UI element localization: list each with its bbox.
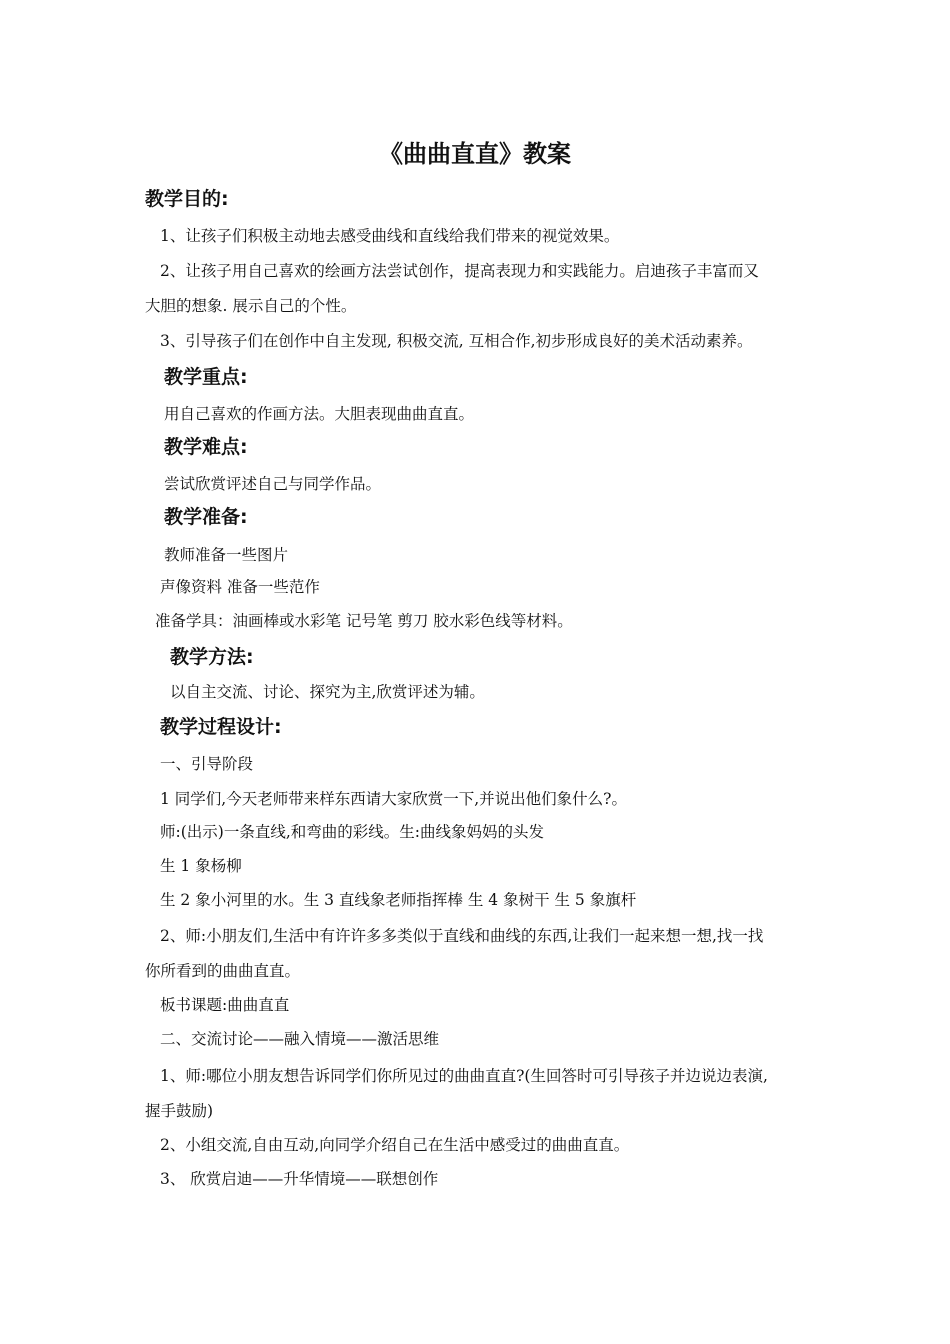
process-line-1: 一、引导阶段 [160,755,254,773]
process-line-9b: 握手鼓励) [145,1102,214,1120]
preparation-3: 准备学具：油画棒或水彩笔 记号笔 剪刀 胶水彩色线等材料。 [155,612,573,630]
heading-key-points: 教学重点: [164,366,248,388]
heading-preparation: 教学准备: [164,506,248,528]
process-line-8: 二、交流讨论——融入情境——激活思维 [160,1030,440,1048]
process-line-7: 板书课题:曲曲直直 [160,996,290,1014]
process-line-10: 2、小组交流,自由互动,向同学介绍自己在生活中感受过的曲曲直直。 [160,1136,630,1154]
objective-2-line-2: 大胆的想象. 展示自己的个性。 [145,297,357,315]
preparation-1: 教师准备一些图片 [164,546,289,564]
process-line-6b: 你所看到的曲曲直直。 [145,962,301,980]
key-points-text: 用自己喜欢的作画方法。大胆表现曲曲直直。 [164,405,475,423]
difficulties-text: 尝试欣赏评述自己与同学作品。 [164,475,382,493]
methods-text: 以自主交流、讨论、探究为主,欣赏评述为辅。 [170,683,485,701]
process-line-6a: 2、师:小朋友们,生活中有许许多多类似于直线和曲线的东西,让我们一起来想一想,找一找 [160,927,764,945]
preparation-2: 声像资料 准备一些范作 [160,578,320,596]
process-line-5: 生 2 象小河里的水。生 3 直线象老师指挥棒 生 4 象树干 生 5 象旗杆 [160,891,637,909]
objective-3: 3、引导孩子们在创作中自主发现, 积极交流, 互相合作,初步形成良好的美术活动素养。 [160,332,753,350]
heading-methods: 教学方法: [170,646,254,668]
heading-difficulties: 教学难点: [164,436,248,458]
objective-1: 1、让孩子们积极主动地去感受曲线和直线给我们带来的视觉效果。 [160,227,620,245]
process-line-11: 3、 欣赏启迪——升华情境——联想创作 [160,1170,439,1188]
process-line-4: 生 1 象杨柳 [160,857,242,875]
heading-teaching-objectives: 教学目的: [145,188,229,210]
document-title: 《曲曲直直》教案 [379,140,571,168]
objective-2-line-1: 2、让孩子用自己喜欢的绘画方法尝试创作，提高表现力和实践能力。启迪孩子丰富而又 [160,262,759,280]
process-line-9a: 1、师:哪位小朋友想告诉同学们你所见过的曲曲直直?(生回答时可引导孩子并边说边表演, [160,1067,768,1085]
process-line-2: 1 同学们,今天老师带来样东西请大家欣赏一下,并说出他们象什么?。 [160,790,627,808]
heading-process-design: 教学过程设计: [160,716,282,738]
process-line-3: 师:(出示)一条直线,和弯曲的彩线。生:曲线象妈妈的头发 [160,823,544,841]
